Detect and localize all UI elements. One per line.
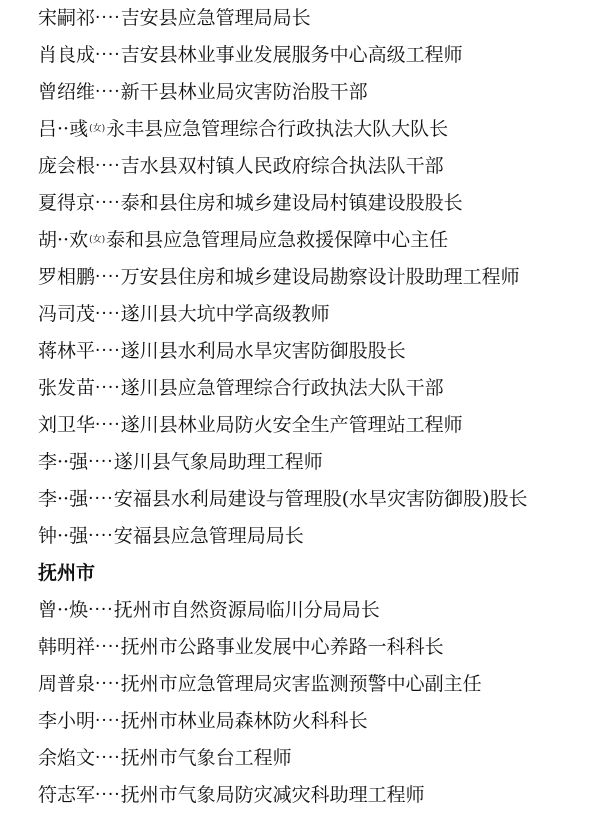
- person-title: 安福县水利局建设与管理股(水旱灾害防御股)股长: [113, 488, 528, 510]
- list-item: [38, 518, 593, 555]
- list-item: [38, 407, 593, 444]
- list-item: [38, 111, 593, 148]
- leader-dots: ····: [95, 45, 121, 65]
- person-name: 庞会根: [38, 155, 96, 177]
- gender-note: (女): [89, 124, 106, 134]
- leader-dots: ····: [88, 526, 114, 546]
- leader-dots: ····: [95, 82, 121, 102]
- person-name: 罗相鹏: [38, 266, 96, 288]
- list-item: [38, 333, 593, 370]
- list-item: [38, 703, 593, 740]
- leader-dots: ····: [95, 156, 121, 176]
- list-item: [38, 592, 593, 629]
- person-title: 安福县应急管理局局长: [113, 525, 304, 547]
- leader-dots: ····: [95, 378, 121, 398]
- list-item: [38, 37, 593, 74]
- person-title: 泰和县应急管理局应急救援保障中心主任: [106, 229, 449, 251]
- person-name: 李··强: [38, 488, 89, 510]
- list-item: [38, 296, 593, 333]
- leader-dots: ····: [95, 341, 121, 361]
- leader-dots: ····: [95, 785, 121, 805]
- person-name: 肖良成: [38, 44, 96, 66]
- person-title: 遂川县水利局水旱灾害防御股股长: [120, 340, 406, 362]
- list-item: [38, 259, 593, 296]
- person-title: 抚州市气象局防灾减灾科助理工程师: [120, 784, 425, 806]
- leader-dots: ····: [95, 711, 121, 731]
- person-name: 曾··焕: [38, 599, 89, 621]
- list-item: [38, 666, 593, 703]
- list-item: [38, 777, 593, 814]
- person-title: 抚州市林业局森林防火科科长: [120, 710, 368, 732]
- person-title: 抚州市应急管理局灾害监测预警中心副主任: [120, 673, 482, 695]
- person-title: 吉安县应急管理局局长: [120, 7, 311, 29]
- list-item: [38, 74, 593, 111]
- person-name: 周普泉: [38, 673, 96, 695]
- leader-dots: ····: [95, 304, 121, 324]
- list-item: [38, 148, 593, 185]
- leader-dots: ····: [95, 748, 121, 768]
- list-item: [38, 0, 593, 37]
- leader-dots: ····: [95, 637, 121, 657]
- person-name: 钟··强: [38, 525, 89, 547]
- list-item: [38, 222, 593, 259]
- person-title: 万安县住房和城乡建设局勘察设计股助理工程师: [120, 266, 520, 288]
- person-name: 曾绍维: [38, 81, 96, 103]
- list-item: [38, 629, 593, 666]
- person-title: 永丰县应急管理综合行政执法大队大队长: [106, 118, 449, 140]
- leader-dots: ····: [95, 193, 121, 213]
- leader-dots: ····: [88, 600, 114, 620]
- leader-dots: ····: [88, 452, 114, 472]
- person-title: 遂川县林业局防火安全生产管理站工程师: [120, 414, 463, 436]
- leader-dots: ····: [88, 489, 114, 509]
- person-title: 抚州市气象台工程师: [120, 747, 292, 769]
- person-name: 符志军: [38, 784, 96, 806]
- person-title: 吉水县双村镇人民政府综合执法队干部: [120, 155, 444, 177]
- person-name: 蒋林平: [38, 340, 96, 362]
- person-title: 吉安县林业事业发展服务中心高级工程师: [120, 44, 463, 66]
- person-name: 胡··欢: [38, 229, 89, 251]
- person-name: 冯司茂: [38, 303, 96, 325]
- leader-dots: ····: [95, 267, 121, 287]
- person-name: 张发苗: [38, 377, 96, 399]
- list-item: [38, 481, 593, 518]
- list-item: [38, 185, 593, 222]
- leader-dots: ····: [95, 674, 121, 694]
- person-title: 新干县林业局灾害防治股干部: [120, 81, 368, 103]
- person-name: 夏得京: [38, 192, 96, 214]
- person-name: 李··强: [38, 451, 89, 473]
- person-name: 余焰文: [38, 747, 96, 769]
- person-name: 刘卫华: [38, 414, 96, 436]
- name-list: [38, 0, 593, 814]
- person-name: 韩明祥: [38, 636, 96, 658]
- list-item: [38, 444, 593, 481]
- person-name: 宋嗣祁: [38, 7, 96, 29]
- person-title: 抚州市自然资源局临川分局局长: [113, 599, 380, 621]
- gender-note: (女): [89, 235, 106, 245]
- person-name: 吕··彧: [38, 118, 89, 140]
- person-title: 遂川县大坑中学高级教师: [120, 303, 330, 325]
- person-title: 泰和县住房和城乡建设局村镇建设股股长: [120, 192, 463, 214]
- person-title: 抚州市公路事业发展中心养路一科科长: [120, 636, 444, 658]
- person-title: 遂川县气象局助理工程师: [113, 451, 323, 473]
- list-item: [38, 370, 593, 407]
- person-title: 遂川县应急管理综合行政执法大队干部: [120, 377, 444, 399]
- list-item: [38, 740, 593, 777]
- city-heading: 抚州市: [38, 562, 96, 584]
- leader-dots: ····: [95, 415, 121, 435]
- leader-dots: ····: [95, 8, 121, 28]
- person-name: 李小明: [38, 710, 96, 732]
